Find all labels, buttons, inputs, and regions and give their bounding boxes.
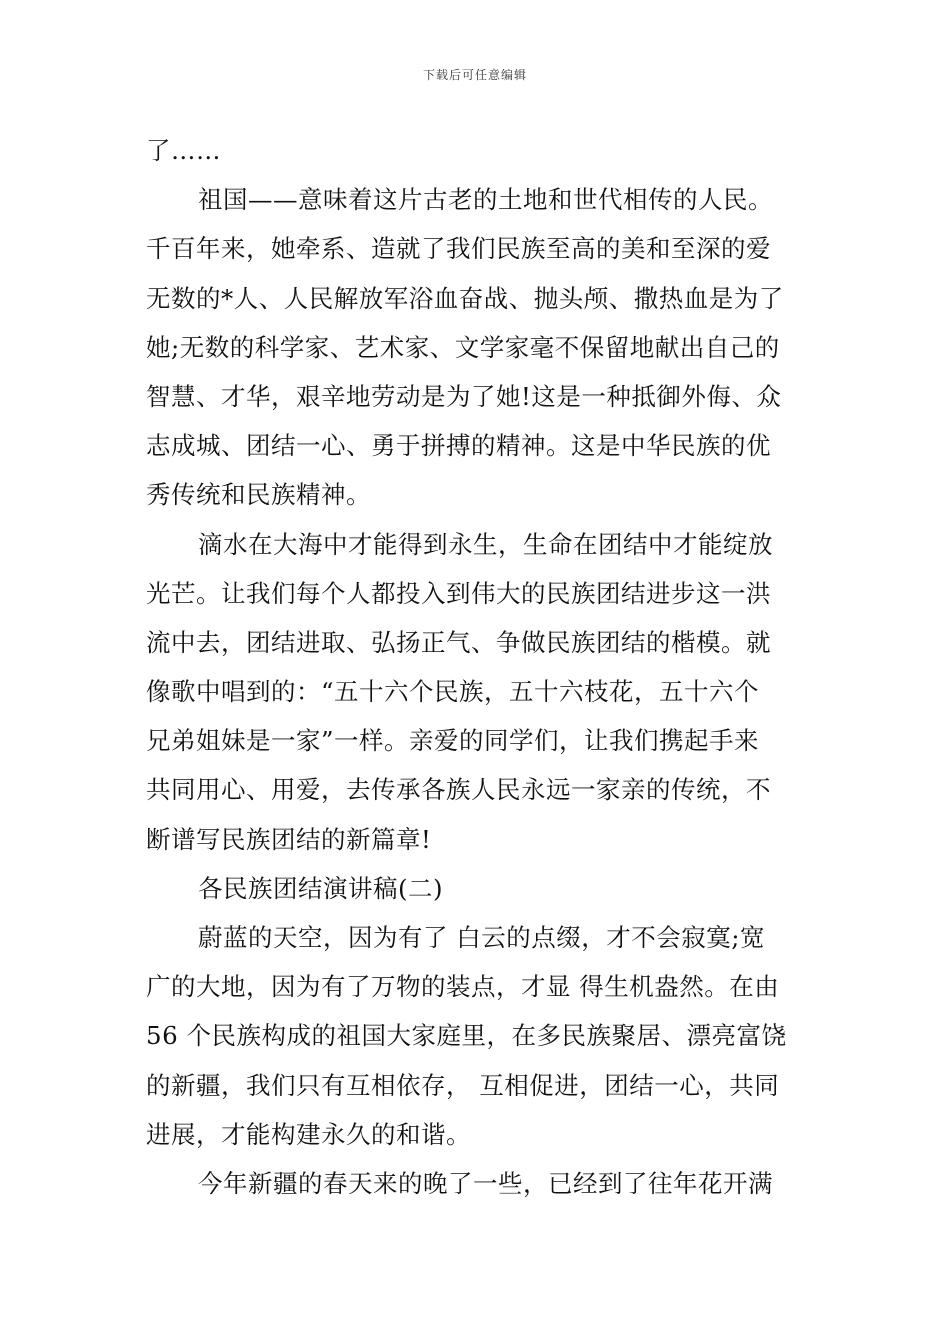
section-heading: 各民族团结演讲稿(二) bbox=[198, 873, 444, 903]
text-line: 滴水在大海中才能得到永生，生命在团结中才能绽放 bbox=[198, 529, 773, 559]
text-line: 进展，才能构建永久的和谐。 bbox=[146, 1119, 471, 1149]
text-line: 智慧、才华，艰辛地劳动是为了她!这是一种抵御外侮、众 bbox=[146, 381, 782, 411]
text-line: 56 个民族构成的祖国大家庭里，在多民族聚居、漂亮富饶 bbox=[146, 1021, 787, 1051]
text-line: 祖国——意味着这片古老的土地和世代相传的人民。 bbox=[198, 185, 773, 215]
text-line: 蔚蓝的天空，因为有了 白云的点缀，才不会寂寞;宽 bbox=[198, 923, 766, 952]
text-line: 像歌中唱到的：“五十六个民族，五十六枝花，五十六个 bbox=[146, 677, 760, 707]
text-line: 的新疆，我们只有互相依存， 互相促进，团结一心，共同 bbox=[146, 1070, 780, 1100]
text-line: 断谱写民族团结的新篇章! bbox=[146, 824, 432, 854]
text-line: 兄弟姐妹是一家”一样。亲爱的同学们，让我们携起手来 bbox=[146, 726, 760, 756]
text-line: 光芒。让我们每个人都投入到伟大的民族团结进步这一洪 bbox=[146, 578, 771, 608]
text-line: 秀传统和民族精神。 bbox=[146, 480, 371, 510]
text-line: 志成城、团结一心、勇于拼搏的精神。这是中华民族的优 bbox=[146, 431, 771, 461]
text-line: 无数的*人、人民解放军浴血奋战、抛头颅、撒热血是为了 bbox=[146, 283, 784, 313]
text-line: 广的大地，因为有了万物的装点，才显 得生机盎然。在由 bbox=[146, 972, 780, 1002]
text-line: 千百年来，她牵系、造就了我们民族至高的美和至深的爱 bbox=[146, 234, 771, 264]
text-line: 流中去，团结进取、弘扬正气、争做民族团结的楷模。就 bbox=[146, 627, 771, 657]
text-line: 共同用心、用爱，去传承各族人民永远一家亲的传统，不 bbox=[146, 775, 771, 805]
page-header: 下载后可任意编辑 bbox=[422, 68, 527, 82]
text-line: 她;无数的科学家、艺术家、文学家毫不保留地献出自己的 bbox=[146, 332, 780, 362]
document-body bbox=[146, 126, 808, 1208]
text-line: 了…… bbox=[146, 136, 221, 165]
text-line: 今年新疆的春天来的晚了一些，已经到了往年花开满 bbox=[198, 1168, 773, 1198]
